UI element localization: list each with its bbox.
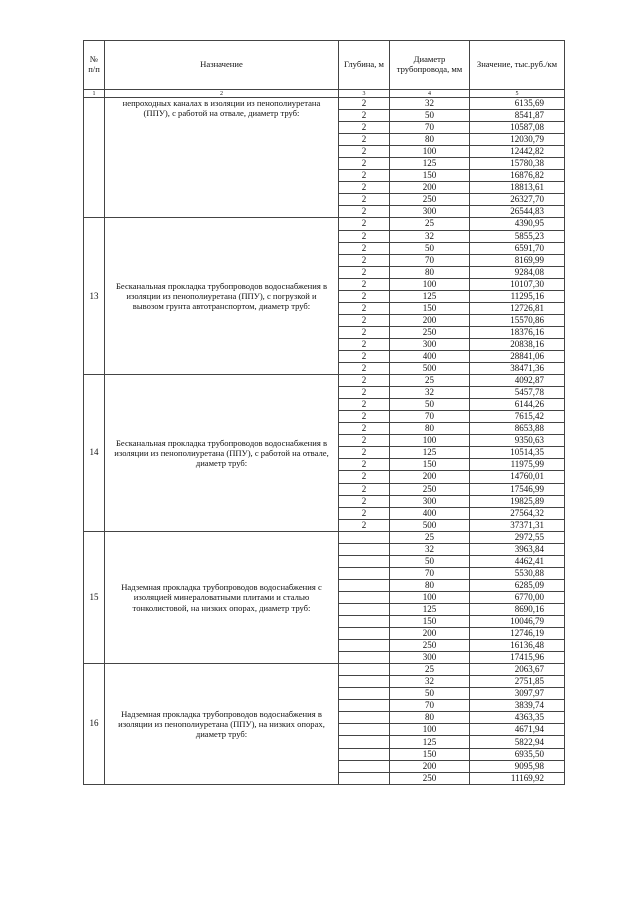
- diameter-cell: 150: [390, 616, 470, 628]
- value-cell: 16136,48: [470, 640, 565, 652]
- depth-cell: [339, 640, 390, 652]
- depth-cell: 2: [339, 375, 390, 387]
- diameter-cell: 150: [390, 459, 470, 471]
- diameter-cell: 150: [390, 302, 470, 314]
- diameter-cell: 100: [390, 278, 470, 290]
- depth-cell: [339, 664, 390, 676]
- diameter-cell: 80: [390, 266, 470, 278]
- value-cell: 6935,50: [470, 748, 565, 760]
- header-num: № п/п: [84, 41, 105, 90]
- header-value: Значение, тыс.руб./км: [470, 41, 565, 90]
- table-header: [84, 41, 565, 98]
- value-cell: 8169,99: [470, 254, 565, 266]
- diameter-cell: 200: [390, 628, 470, 640]
- diameter-cell: 32: [390, 543, 470, 555]
- depth-cell: 2: [339, 495, 390, 507]
- depth-cell: 2: [339, 122, 390, 134]
- column-number: 3: [339, 90, 390, 98]
- depth-cell: 2: [339, 194, 390, 206]
- depth-cell: 2: [339, 278, 390, 290]
- diameter-cell: 300: [390, 206, 470, 218]
- diameter-cell: 300: [390, 338, 470, 350]
- depth-cell: [339, 567, 390, 579]
- diameter-cell: 400: [390, 507, 470, 519]
- value-cell: 3839,74: [470, 700, 565, 712]
- value-cell: 26544,83: [470, 206, 565, 218]
- value-cell: 11169,92: [470, 772, 565, 784]
- value-cell: 12746,19: [470, 628, 565, 640]
- column-numbers-row: [84, 90, 565, 98]
- value-cell: 9284,08: [470, 266, 565, 278]
- diameter-cell: 80: [390, 712, 470, 724]
- diameter-cell: 70: [390, 700, 470, 712]
- diameter-cell: 25: [390, 218, 470, 230]
- diameter-cell: 500: [390, 519, 470, 531]
- value-cell: 17415,96: [470, 652, 565, 664]
- value-cell: 10514,35: [470, 447, 565, 459]
- diameter-cell: 25: [390, 375, 470, 387]
- value-cell: 11295,16: [470, 290, 565, 302]
- diameter-cell: 150: [390, 748, 470, 760]
- diameter-cell: 250: [390, 772, 470, 784]
- depth-cell: 2: [339, 459, 390, 471]
- depth-cell: 2: [339, 158, 390, 170]
- depth-cell: 2: [339, 519, 390, 531]
- diameter-cell: 250: [390, 194, 470, 206]
- value-cell: 10107,30: [470, 278, 565, 290]
- value-cell: 9350,63: [470, 435, 565, 447]
- column-number: 4: [390, 90, 470, 98]
- diameter-cell: 250: [390, 483, 470, 495]
- row-group-number: 16: [84, 664, 105, 784]
- value-cell: 4671,94: [470, 724, 565, 736]
- value-cell: 6591,70: [470, 242, 565, 254]
- depth-cell: [339, 531, 390, 543]
- depth-cell: 2: [339, 242, 390, 254]
- value-cell: 8653,88: [470, 423, 565, 435]
- diameter-cell: 200: [390, 314, 470, 326]
- depth-cell: [339, 724, 390, 736]
- diameter-cell: 32: [390, 230, 470, 242]
- depth-cell: 2: [339, 350, 390, 362]
- depth-cell: 2: [339, 363, 390, 375]
- value-cell: 27564,32: [470, 507, 565, 519]
- header-diameter: Диаметр трубопровода, мм: [390, 41, 470, 90]
- value-cell: 38471,36: [470, 363, 565, 375]
- value-cell: 7615,42: [470, 411, 565, 423]
- value-cell: 4363,35: [470, 712, 565, 724]
- value-cell: 4092,87: [470, 375, 565, 387]
- diameter-cell: 80: [390, 579, 470, 591]
- column-number: 1: [84, 90, 105, 98]
- diameter-cell: 125: [390, 158, 470, 170]
- value-cell: 5855,23: [470, 230, 565, 242]
- value-cell: 10587,08: [470, 122, 565, 134]
- row-group-number: 15: [84, 531, 105, 664]
- depth-cell: [339, 748, 390, 760]
- value-cell: 9095,98: [470, 760, 565, 772]
- value-cell: 6135,69: [470, 98, 565, 110]
- value-cell: 12726,81: [470, 302, 565, 314]
- diameter-cell: 200: [390, 182, 470, 194]
- column-number: 5: [470, 90, 565, 98]
- table-row: [84, 375, 565, 387]
- diameter-cell: 200: [390, 471, 470, 483]
- depth-cell: [339, 543, 390, 555]
- diameter-cell: 50: [390, 242, 470, 254]
- table-row: [84, 664, 565, 676]
- diameter-cell: 125: [390, 736, 470, 748]
- value-cell: 14760,01: [470, 471, 565, 483]
- table-row: [84, 531, 565, 543]
- diameter-cell: 25: [390, 531, 470, 543]
- value-cell: 16876,82: [470, 170, 565, 182]
- depth-cell: 2: [339, 218, 390, 230]
- diameter-cell: 50: [390, 688, 470, 700]
- diameter-cell: 125: [390, 603, 470, 615]
- value-cell: 4390,95: [470, 218, 565, 230]
- depth-cell: [339, 712, 390, 724]
- depth-cell: 2: [339, 471, 390, 483]
- header-depth: Глубина, м: [339, 41, 390, 90]
- row-group-description: Бесканальная прокладка трубопроводов водоснабжения в изоляции из пенополиуретана (ППУ), с погрузкой и вывозом грунта автотранспортом, диаметр труб:: [105, 218, 339, 375]
- value-cell: 8690,16: [470, 603, 565, 615]
- value-cell: 11975,99: [470, 459, 565, 471]
- depth-cell: [339, 736, 390, 748]
- diameter-cell: 70: [390, 254, 470, 266]
- depth-cell: 2: [339, 170, 390, 182]
- value-cell: 12442,82: [470, 146, 565, 158]
- depth-cell: 2: [339, 326, 390, 338]
- row-group-number: [84, 98, 105, 218]
- depth-cell: 2: [339, 290, 390, 302]
- value-cell: 2063,67: [470, 664, 565, 676]
- diameter-cell: 100: [390, 146, 470, 158]
- row-group-description: Надземная прокладка трубопроводов водоснабжения с изоляцией минераловатными плитами и сталью тонколистовой, на низких опорах, диаметр труб:: [105, 531, 339, 664]
- diameter-cell: 80: [390, 134, 470, 146]
- table-body: [84, 98, 565, 785]
- depth-cell: 2: [339, 146, 390, 158]
- diameter-cell: 80: [390, 423, 470, 435]
- depth-cell: [339, 616, 390, 628]
- depth-cell: 2: [339, 254, 390, 266]
- value-cell: 5457,78: [470, 387, 565, 399]
- header-name: Назначение: [105, 41, 339, 90]
- depth-cell: 2: [339, 314, 390, 326]
- value-cell: 17546,99: [470, 483, 565, 495]
- depth-cell: 2: [339, 230, 390, 242]
- depth-cell: 2: [339, 266, 390, 278]
- diameter-cell: 250: [390, 640, 470, 652]
- depth-cell: [339, 760, 390, 772]
- value-cell: 2751,85: [470, 676, 565, 688]
- depth-cell: [339, 591, 390, 603]
- depth-cell: 2: [339, 134, 390, 146]
- diameter-cell: 50: [390, 399, 470, 411]
- value-cell: 2972,55: [470, 531, 565, 543]
- depth-cell: 2: [339, 423, 390, 435]
- depth-cell: 2: [339, 302, 390, 314]
- row-group-number: 13: [84, 218, 105, 375]
- diameter-cell: 300: [390, 495, 470, 507]
- row-group-description: Бесканальная прокладка трубопроводов водоснабжения в изоляции из пенополиуретана (ППУ), с работой на отвале, диаметр труб:: [105, 375, 339, 532]
- diameter-cell: 200: [390, 760, 470, 772]
- depth-cell: 2: [339, 483, 390, 495]
- depth-cell: 2: [339, 182, 390, 194]
- value-cell: 28841,06: [470, 350, 565, 362]
- depth-cell: 2: [339, 206, 390, 218]
- diameter-cell: 70: [390, 122, 470, 134]
- diameter-cell: 50: [390, 110, 470, 122]
- value-cell: 18376,16: [470, 326, 565, 338]
- depth-cell: [339, 676, 390, 688]
- diameter-cell: 100: [390, 435, 470, 447]
- value-cell: 3963,84: [470, 543, 565, 555]
- depth-cell: [339, 579, 390, 591]
- diameter-cell: 400: [390, 350, 470, 362]
- diameter-cell: 50: [390, 555, 470, 567]
- depth-cell: [339, 688, 390, 700]
- diameter-cell: 25: [390, 664, 470, 676]
- value-cell: 8541,87: [470, 110, 565, 122]
- value-cell: 5530,88: [470, 567, 565, 579]
- value-cell: 6770,00: [470, 591, 565, 603]
- table-row: [84, 218, 565, 230]
- depth-cell: [339, 652, 390, 664]
- cost-table: [83, 40, 565, 785]
- depth-cell: [339, 555, 390, 567]
- value-cell: 10046,79: [470, 616, 565, 628]
- depth-cell: 2: [339, 110, 390, 122]
- depth-cell: 2: [339, 411, 390, 423]
- depth-cell: 2: [339, 435, 390, 447]
- diameter-cell: 32: [390, 676, 470, 688]
- value-cell: 5822,94: [470, 736, 565, 748]
- diameter-cell: 125: [390, 290, 470, 302]
- value-cell: 12030,79: [470, 134, 565, 146]
- diameter-cell: 150: [390, 170, 470, 182]
- depth-cell: [339, 603, 390, 615]
- depth-cell: 2: [339, 399, 390, 411]
- diameter-cell: 500: [390, 363, 470, 375]
- depth-cell: [339, 700, 390, 712]
- value-cell: 26327,70: [470, 194, 565, 206]
- depth-cell: 2: [339, 507, 390, 519]
- depth-cell: 2: [339, 338, 390, 350]
- diameter-cell: 70: [390, 567, 470, 579]
- diameter-cell: 70: [390, 411, 470, 423]
- diameter-cell: 300: [390, 652, 470, 664]
- table-row: [84, 98, 565, 110]
- depth-cell: 2: [339, 387, 390, 399]
- depth-cell: 2: [339, 447, 390, 459]
- diameter-cell: 100: [390, 591, 470, 603]
- value-cell: 6285,09: [470, 579, 565, 591]
- value-cell: 19825,89: [470, 495, 565, 507]
- value-cell: 15570,86: [470, 314, 565, 326]
- depth-cell: 2: [339, 98, 390, 110]
- diameter-cell: 32: [390, 387, 470, 399]
- value-cell: 20838,16: [470, 338, 565, 350]
- depth-cell: [339, 628, 390, 640]
- diameter-cell: 100: [390, 724, 470, 736]
- row-group-description: Надземная прокладка трубопроводов водоснабжения в изоляции из пенополиуретана (ППУ), на низких опорах, диаметр труб:: [105, 664, 339, 784]
- depth-cell: [339, 772, 390, 784]
- diameter-cell: 125: [390, 447, 470, 459]
- value-cell: 18813,61: [470, 182, 565, 194]
- value-cell: 37371,31: [470, 519, 565, 531]
- row-group-description: непроходных каналах в изоляции из пенополиуретана (ППУ), с работой на отвале, диаметр труб:: [105, 98, 339, 218]
- diameter-cell: 250: [390, 326, 470, 338]
- diameter-cell: 32: [390, 98, 470, 110]
- value-cell: 15780,38: [470, 158, 565, 170]
- row-group-number: 14: [84, 375, 105, 532]
- value-cell: 3097,97: [470, 688, 565, 700]
- value-cell: 4462,41: [470, 555, 565, 567]
- column-number: 2: [105, 90, 339, 98]
- value-cell: 6144,26: [470, 399, 565, 411]
